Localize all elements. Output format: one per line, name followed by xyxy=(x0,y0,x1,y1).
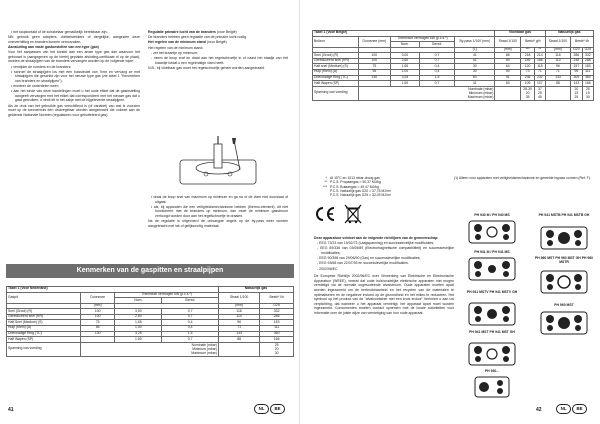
burner-name: Half snel (Medium) (S) xyxy=(313,64,359,70)
unit-flow-g20: G20 xyxy=(571,47,582,53)
col-jet: Straal 1/100 xyxy=(218,292,259,303)
cell: 183 xyxy=(582,64,593,70)
pressure-level: Maximum (mbar) xyxy=(467,95,494,100)
directive-item: - EEG 89/336 van 03/05/89 (Electromagnetische compatibiliteit) en successievelijke modificaties; xyxy=(314,246,454,255)
cell: 100 xyxy=(80,314,114,320)
left-column-2-continued xyxy=(148,195,288,229)
unit-bypass: (1) xyxy=(455,47,495,53)
cell: 133 xyxy=(545,75,571,81)
burner-name: Half Wapen (SP) xyxy=(7,337,81,343)
cell: 0,7 xyxy=(162,337,219,343)
col-diameter: Doorsnee xyxy=(80,292,114,303)
hob-layout-diagram xyxy=(540,311,588,335)
unit-jet: (mm) xyxy=(495,47,521,53)
cell: 73 xyxy=(521,70,535,76)
unit-flow: G25 xyxy=(260,303,294,309)
cell: 71 xyxy=(545,70,571,76)
cell: 86 xyxy=(495,53,521,59)
pressure-value: 25 xyxy=(585,87,590,92)
burner-name: Gereduceerd snel (RR) xyxy=(313,58,359,64)
cell: 71 xyxy=(218,326,259,332)
cell: 3,25 xyxy=(115,331,162,337)
directive-item: - EEG 93/68 van 22/07/93 en successievelijke modificaties. xyxy=(314,261,454,266)
pressure-value: 30 xyxy=(274,351,279,356)
cell: 111 xyxy=(260,326,294,332)
pressure-row xyxy=(313,86,594,100)
col-burner: Gaspit xyxy=(7,292,81,303)
col-reduced: Gered. xyxy=(162,298,219,304)
pressure-g20 xyxy=(571,86,582,100)
cell: 1,65 xyxy=(390,64,419,70)
pressure-level: Maximum (mbar) xyxy=(191,351,217,356)
cell: 116 xyxy=(218,309,259,315)
cell: 0,7 xyxy=(419,53,454,59)
cell: 1,5 xyxy=(162,331,219,337)
model-label: PH 960 MST xyxy=(554,303,574,307)
hob-layout-diagram xyxy=(540,226,588,250)
pressure-g25 xyxy=(582,86,593,100)
cell: 60 xyxy=(495,81,521,87)
cell: 1,50 xyxy=(390,81,419,87)
cell: 0,7 xyxy=(419,58,454,64)
hob-layout-diagram xyxy=(468,220,516,244)
pressure-value: 15 xyxy=(585,91,590,96)
cell: 88 xyxy=(545,81,571,87)
cell: 75 xyxy=(358,64,390,70)
weee-text: De Europese Richtlijn 2002/96/EC over Verwerking van Elektrische en Elektronische Apparatuur (WEEE), vereist dat oude huishoudelijke elektrische apparaten niet mogen vernietigd via de normale ongesorteerde afvalstroom. Oude apparaten moeten apart worden ingezameld om de herbruikbaarheid en het recyclen van de materialen te optimaliseren en de negatieve invloed op de gezondheid en het milieu te reduceren. Het symbool op het product van de "afvalcontainer met een kruis erdoor" herinnert u aan uw verplichting, dat wanneer u het apparaat vernietigt, het apparaat apart moet worden ingezameld. Consumenten moeten contact opnemen met de locale autoriteiten voor informatie over de juiste wijze van vernietiging van hun oude apparaat. xyxy=(314,274,454,315)
page-number: 41 xyxy=(8,407,14,413)
model-label: PH 940 M / PH 940 MS xyxy=(474,213,510,217)
pressure-levels xyxy=(358,86,495,100)
col-jet: Straal 1/100 xyxy=(495,36,521,47)
pressure-value: 30 xyxy=(585,95,590,100)
table-caption: Tabel 1 (Voor België) xyxy=(313,31,495,37)
cell: 30 xyxy=(455,70,495,76)
cell: 110 xyxy=(545,58,571,64)
pressure-row xyxy=(7,342,294,356)
footnote-marker: * xyxy=(325,176,327,180)
cell: 1,00 xyxy=(115,326,162,332)
minimum-check-step: • draai de knop snel van maximum op minimum en ga na of de vlam niet doorslaat of uitgaat. xyxy=(148,195,288,204)
model-label: PH 960 MST PH 960 MST GH PH 960 MSTR xyxy=(534,256,594,264)
cell: 130 xyxy=(358,75,390,81)
page-number: 42 xyxy=(536,407,542,413)
unit-diameter: (mm) xyxy=(80,303,114,309)
cell: 1,5 xyxy=(419,75,454,81)
model-label: PH 930... xyxy=(484,369,500,373)
cell: 3,25 xyxy=(390,75,419,81)
bypass-footnote: (1) Alleen voor apparaten met veiligheidsmechanisme en gereelde bypass vormen (Ref. F). xyxy=(454,176,591,180)
footnote-text: P.C.S. Propaangas = 50,37 MJ/kg xyxy=(330,180,381,185)
cell: 288 xyxy=(582,58,593,64)
conversion-step: • verwijder de roosters en de branders; xyxy=(8,65,140,70)
col-thermal: Thermisch vermogen kW (p.c.s.*) xyxy=(390,36,454,42)
footnote-marker: ** xyxy=(324,180,327,185)
cell: 88 xyxy=(218,337,259,343)
left-column-1 xyxy=(8,30,140,118)
group-liquid-gas: Vloeibaar gas xyxy=(495,31,545,37)
language-badge-nl: NL xyxy=(556,404,571,414)
burner-name: Gereduceerd snel (RR) xyxy=(7,314,81,320)
liquid-gas-note: N.B.: bij vloeibaar gas moet het regelschroefje geheel worden aangedraaid. xyxy=(148,65,265,70)
group-natural-gas: Natuurlijk gas xyxy=(218,287,293,293)
pressure-level: Nominale (mbar) xyxy=(191,343,217,348)
cell: 3,00 xyxy=(390,53,419,59)
cell: 116 xyxy=(545,53,571,59)
cell: 218 xyxy=(521,53,535,59)
cell: 41 xyxy=(455,53,495,59)
table-caption: Tabel 1 (Voor Nederland) xyxy=(7,287,219,293)
hob-layout-diagram xyxy=(468,302,516,326)
cell: 248 xyxy=(571,58,582,64)
cell: 186 xyxy=(535,58,545,64)
table-footnotes xyxy=(314,176,444,197)
minimum-setting-heading: Het regelen van de minimum stand xyxy=(148,40,206,45)
directive-item: - EEG 90/396 van 29/06/90 (Gas) en successievelijke modificaties; xyxy=(314,256,454,261)
cell: 0,7 xyxy=(419,81,454,87)
col-flow: Beeki* l/h xyxy=(260,292,294,303)
conversion-step: • schroef de straalpijpen los met een buissleutel van 7mm en vervang ze met straalpijpen die geschikt zijn voor het nieuwe type gas (zie tabel 1 "Kenmerken van branders en straalpijpen"); xyxy=(8,70,140,84)
conversion-step: • monteer de onderdelen weer; xyxy=(8,84,140,89)
unit-flow-propane: ** xyxy=(535,47,545,53)
thermocouple-step: • als, bij apparaten die een veiligheidsmechanisme hebben (thermo-element), dit niet functioneert met de branders op minimum, dan moet de minimum gasstroom verhoogd worden door aan het regelschroefje te draaien. xyxy=(148,205,288,219)
cell: 55 xyxy=(358,70,390,76)
cell: 95 xyxy=(571,70,582,76)
hob-layout-diagram xyxy=(468,257,516,281)
cell: 166 xyxy=(582,81,593,87)
cell: 0,7 xyxy=(162,314,219,320)
burner-name: Half Wapen (SP) xyxy=(313,81,359,87)
cell: 143 xyxy=(571,81,582,87)
cell: 0,4 xyxy=(419,64,454,70)
footnote-text: P.C.S. Natuurlijk gas G25 = 32,49 MJ/m³ xyxy=(330,193,391,198)
col-nominal: Nom. xyxy=(115,298,162,304)
cell: 189 xyxy=(521,58,535,64)
model-label: PH 941 MSTV PH 941 MSTV GH xyxy=(466,290,518,294)
burner-table-be xyxy=(312,30,594,101)
pressure-value: 28-30 xyxy=(523,87,532,92)
language-badges xyxy=(254,404,285,414)
cell: 0,4 xyxy=(162,320,219,326)
cell: 236 xyxy=(521,75,535,81)
col-thermal: Thermisch vermogen kW (p.c.s.*) xyxy=(115,292,219,298)
section-title: Kenmerken van de gaspitten en straalpijpen xyxy=(6,264,294,278)
cell: 41 xyxy=(455,81,495,87)
cell: 1,50 xyxy=(115,337,162,343)
language-badge-be: BE xyxy=(572,404,587,414)
directives-heading: Deze apparatuur voldoet aan de volgende richtlijnen van de gemeenschap: xyxy=(314,236,439,240)
pressure-value: 35 xyxy=(525,95,530,100)
cell: 133 xyxy=(218,331,259,337)
pressure-values xyxy=(260,342,294,356)
pressure-value: 25 xyxy=(574,95,579,100)
hob-layout-diagram xyxy=(474,376,510,398)
cell: 3,00 xyxy=(115,309,162,315)
seal-note: Na de regulatie is uitgevoerd de ontvangde zegels op de by-pass weer worden aangebracht met lak of gelijksoortig materiaal. xyxy=(148,219,288,228)
right-page xyxy=(300,0,600,424)
pressure-levels xyxy=(80,342,218,356)
pressure-value: 20 xyxy=(574,87,579,92)
cell: 100 xyxy=(358,58,390,64)
primary-air-body: De branders hebben geen regulatie van de primaire lucht nodig. xyxy=(148,35,248,40)
conversion-step: • aan het einde van deze handelingen moet u het oude etiket dat de gasinstelling aangeeft vervangen met het etiket dat correspondeert met het nieuwe gas dat u gaat gebruiken; u vindt dit in het zakje met de bijgeleverde straalpijpen. xyxy=(8,89,140,103)
cell: 2,60 xyxy=(115,314,162,320)
directive-item: - EEG 73/23 van 19/02/73 (Laagspanning) en successievelijke modificaties; xyxy=(314,241,454,246)
cell: 0,4 xyxy=(419,70,454,76)
footnote-marker: *** xyxy=(323,184,327,189)
group-natural-gas: Natuurlijk gas xyxy=(545,31,593,37)
gas-conversion-heading: Aansluiting aan vaste gastoestellen van een type (gas) xyxy=(8,44,99,49)
hob-layout-diagram xyxy=(540,270,588,294)
hob-layout-diagram xyxy=(468,342,516,366)
burner-name: Drievoudige Ring (TC) xyxy=(7,331,81,337)
burner-table-nl xyxy=(6,286,294,357)
cell: 55 xyxy=(80,326,114,332)
pressure-value: 15 xyxy=(574,91,579,96)
cell: 360 xyxy=(582,75,593,81)
cell: 286 xyxy=(571,53,582,59)
col-diameter: Doorsnee (mm) xyxy=(358,36,390,47)
pressure-butane xyxy=(521,86,535,100)
cell: 332 xyxy=(260,309,294,315)
cell: 41 xyxy=(455,58,495,64)
cell: 1,65 xyxy=(115,320,162,326)
cell: 183 xyxy=(260,320,294,326)
cell: 50 xyxy=(495,70,521,76)
minimum-setting-intro: Het regelen van de minimum stand: xyxy=(148,45,204,50)
unit-jet: (mm) xyxy=(218,303,259,309)
cell: 360 xyxy=(260,331,294,337)
cell: 96 xyxy=(545,64,571,70)
primary-air-heading: Regulatie primaire lucht van de branders xyxy=(148,30,216,34)
burner-name: Half Snel (Medium) (S) xyxy=(7,320,81,326)
col-burner: Brûleur xyxy=(313,36,359,47)
cell: 64 xyxy=(495,64,521,70)
unit-flow-g25: G25 xyxy=(582,47,593,53)
model-label: PH 941 MSTB PH 941 MSTB GH xyxy=(538,213,590,217)
cell: 232 xyxy=(535,75,545,81)
pressure-value: 20 xyxy=(274,347,279,352)
footnote-marker xyxy=(314,193,330,197)
pressure-value: 45 xyxy=(537,95,542,100)
pressure-regulator-note: Als de druk van het gebruikte gas verschillend is (of variabel) van wat is voorzien moet op de toevoerbuis een drukregelaar worden aangebracht die voldoet aan de geldende Nationale Normen (regulatoren voor gebotteleerd gas). xyxy=(8,103,140,117)
model-label: PH 941 M / PH 941 MS xyxy=(474,250,510,254)
cell: 80 xyxy=(495,58,521,64)
minimum-setting-heading-suffix: (voor België) xyxy=(206,40,227,45)
burner-name: Snel (Groot) (R) xyxy=(7,309,81,315)
cell: 60 xyxy=(455,75,495,81)
col-reduced: Gered. xyxy=(419,42,454,48)
compliance-text xyxy=(314,236,454,316)
minimum-step: - neem de knop eraf en draai aan het regelschroefje in of naast het staafje van het kraantje totdat u een regelmatige vlam heeft. xyxy=(148,56,288,65)
cell: 30 xyxy=(455,64,495,70)
col-flow: Beeki* g/h xyxy=(521,36,546,47)
cell: 110 xyxy=(218,314,259,320)
cell: 100 xyxy=(80,309,114,315)
language-badge-be: BE xyxy=(270,404,285,414)
unit-flow-butane: *** xyxy=(521,47,535,53)
cell: 309 xyxy=(571,75,582,81)
pressure-value: 20 xyxy=(525,91,530,96)
left-column-2 xyxy=(148,30,288,71)
col-flow-natural: Beeki* l/h xyxy=(571,36,594,47)
cell: 71 xyxy=(535,70,545,76)
cell: 157 xyxy=(571,64,582,70)
directive-item: - 2002/96/EC xyxy=(314,267,454,272)
footnote-text: At 15°C en 1013 mbar-droog gas xyxy=(330,176,380,180)
cell: 2,60 xyxy=(390,58,419,64)
cell: 286 xyxy=(260,314,294,320)
intro-bullet: • het stopkontakt of de schakelaar gemakkelijk bereikbaar zijn. xyxy=(8,30,140,35)
col-bypass: By-pass 1/100 (mm) xyxy=(455,36,495,47)
minimum-step: - zet het kraantje op minimum; xyxy=(148,51,288,56)
tap-adjustment-illustration xyxy=(178,130,258,190)
pressure-label: Spanning van voeding xyxy=(313,86,359,100)
cell: 166 xyxy=(260,337,294,343)
pressure-propane xyxy=(535,86,545,100)
language-badge-nl: NL xyxy=(254,404,269,414)
weee-bin-icon xyxy=(344,204,362,224)
adapter-note: NB: gebruik geen adapters, dubbelstekkers of dergelijke, aangezien deze oververhitting en branden kunnen veroorzaken. xyxy=(8,35,140,44)
pressure-level: Nominale (mbar) xyxy=(468,87,494,92)
pressure-label: Spanning van voeding xyxy=(7,342,81,356)
pressure-value: 25 xyxy=(274,343,279,348)
unit-jet-natural: (mm) xyxy=(545,47,571,53)
pressure-value: 25 xyxy=(537,91,542,96)
primary-air-heading-suffix: (voor België) xyxy=(216,30,237,34)
col-nominal: Nom. xyxy=(390,42,419,48)
cell: 100 xyxy=(358,53,390,59)
burner-name: Hulp (Klein) (A) xyxy=(7,326,81,332)
pressure-level: Minimum (mbar) xyxy=(192,347,217,352)
cell: 118 xyxy=(535,64,545,70)
cell: 96 xyxy=(218,320,259,326)
cell: 107 xyxy=(535,81,545,87)
ce-mark-icon xyxy=(314,206,336,222)
cell: 130 xyxy=(80,331,114,337)
cell: 0,4 xyxy=(162,326,219,332)
cell: 111 xyxy=(582,70,593,76)
footnote-text: P.C.S. Natuurlijk gas G20 = 37,78 MJ/m³ xyxy=(330,188,391,193)
cell: 1,00 xyxy=(390,70,419,76)
pressure-value: 37 xyxy=(537,87,542,92)
cell: 214 xyxy=(535,53,545,59)
burner-name: Hulp (Klein) (A) xyxy=(313,70,359,76)
model-label: PH 941 MST PH 941 MST GH xyxy=(469,330,515,334)
cell: 0,7 xyxy=(162,309,219,315)
language-badges xyxy=(556,404,587,414)
pressure-level: Minimum (mbar) xyxy=(468,91,494,96)
cell: 120 xyxy=(521,64,535,70)
cell: 75 xyxy=(80,320,114,326)
burner-name: Drievoudige Ring (TC) xyxy=(313,75,359,81)
burner-name: Snel (Groot) (R) xyxy=(313,53,359,59)
gas-conversion-body: Voor het aanpassen van het toestel aan een ander type gas dan waarvoor het gebouwd is (aangegeven op de hierbij geplakte afsluiting-certificaat of op de plaat), moeten de straalpijpen van de branders vervangen worden op de volgende wijze: xyxy=(8,50,140,64)
col-jet-natural: Straal 1/100 xyxy=(545,36,571,47)
cell: 332 xyxy=(582,53,593,59)
cell: 91 xyxy=(495,75,521,81)
cell: 109 xyxy=(521,81,535,87)
footnote-text: P.C.S. Butaangas = 49,47 MJ/kg xyxy=(330,184,379,189)
